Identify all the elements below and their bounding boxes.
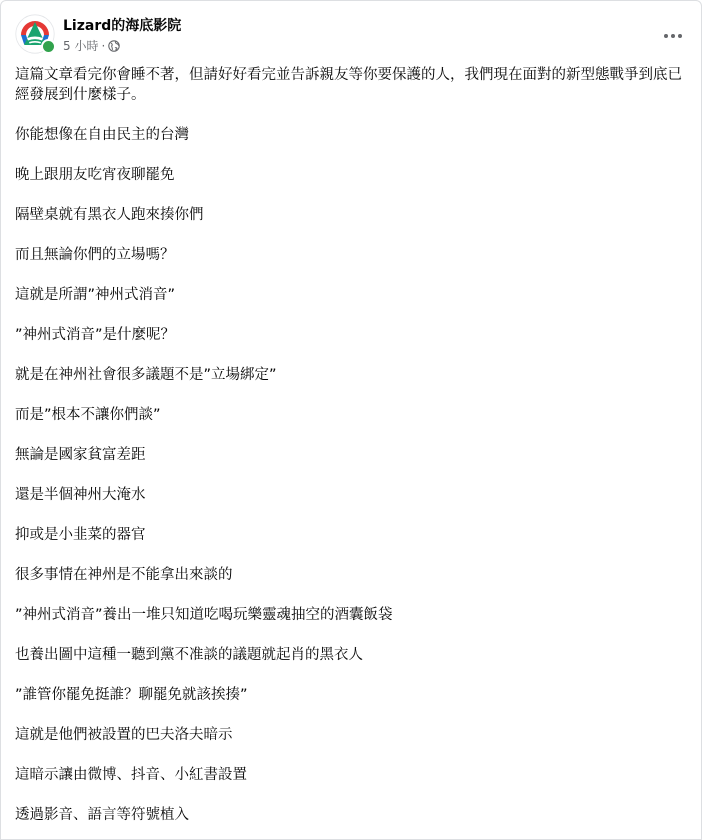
post-text-line: 隔壁桌就有黑衣人跑來揍你們	[15, 207, 204, 223]
post-text-line: 就是在神州社會很多議題不是”立場綁定”	[15, 367, 277, 383]
online-status-dot	[41, 39, 56, 54]
post-text-line: 無論是國家貧富差距	[15, 447, 146, 463]
more-horizontal-icon	[664, 34, 668, 38]
post-timestamp[interactable]: 5 小時	[63, 39, 99, 53]
post-text-line: 這就是他們被設置的巴夫洛夫暗示	[15, 727, 233, 743]
post-meta	[63, 37, 120, 54]
author-name[interactable]: Lizard的海底影院	[63, 18, 182, 34]
post-text-line: 抑或是小韭菜的器官	[15, 527, 146, 543]
post-text-line: 透過影音、語言等符號植入	[15, 807, 189, 823]
post-text-line: ”誰管你罷免挺誰？聊罷免就該挨揍”	[15, 687, 248, 703]
post-body	[15, 65, 685, 840]
post-header	[15, 14, 701, 56]
post-text-line: ”神州式消音”養出一堆只知道吃喝玩樂靈魂抽空的酒囊飯袋	[15, 607, 393, 623]
post-text-line: 而是”根本不讓你們談”	[15, 407, 161, 423]
post-text-line: 還是半個神州大淹水	[15, 487, 146, 503]
more-options-button[interactable]	[659, 29, 687, 43]
post-text-line: 這暗示讓由微博、抖音、小紅書設置	[15, 767, 247, 783]
post-text-line: 你能想像在自由民主的台灣	[15, 127, 189, 143]
post-intro-paragraph: 這篇文章看完你會睡不著，但請好好看完並告訴親友等你要保護的人，我們現在面對的新型態戰爭到底已經發展到什麼樣子。	[15, 67, 682, 103]
post-text-line: 很多事情在神州是不能拿出來談的	[15, 567, 233, 583]
meta-separator: ·	[101, 38, 106, 53]
post-text-line: 晚上跟朋友吃宵夜聊罷免	[15, 167, 175, 183]
avatar[interactable]	[15, 14, 55, 54]
globe-icon[interactable]	[108, 40, 120, 52]
post-text-line: 這就是所謂”神州式消音”	[15, 287, 176, 303]
post-text-line: ”神州式消音”是什麼呢？	[15, 327, 176, 343]
post-text-line: 也養出圖中這種一聽到黨不准談的議題就起肖的黑衣人	[15, 647, 363, 663]
post-text-line: 而且無論你們的立場嗎？	[15, 247, 175, 263]
